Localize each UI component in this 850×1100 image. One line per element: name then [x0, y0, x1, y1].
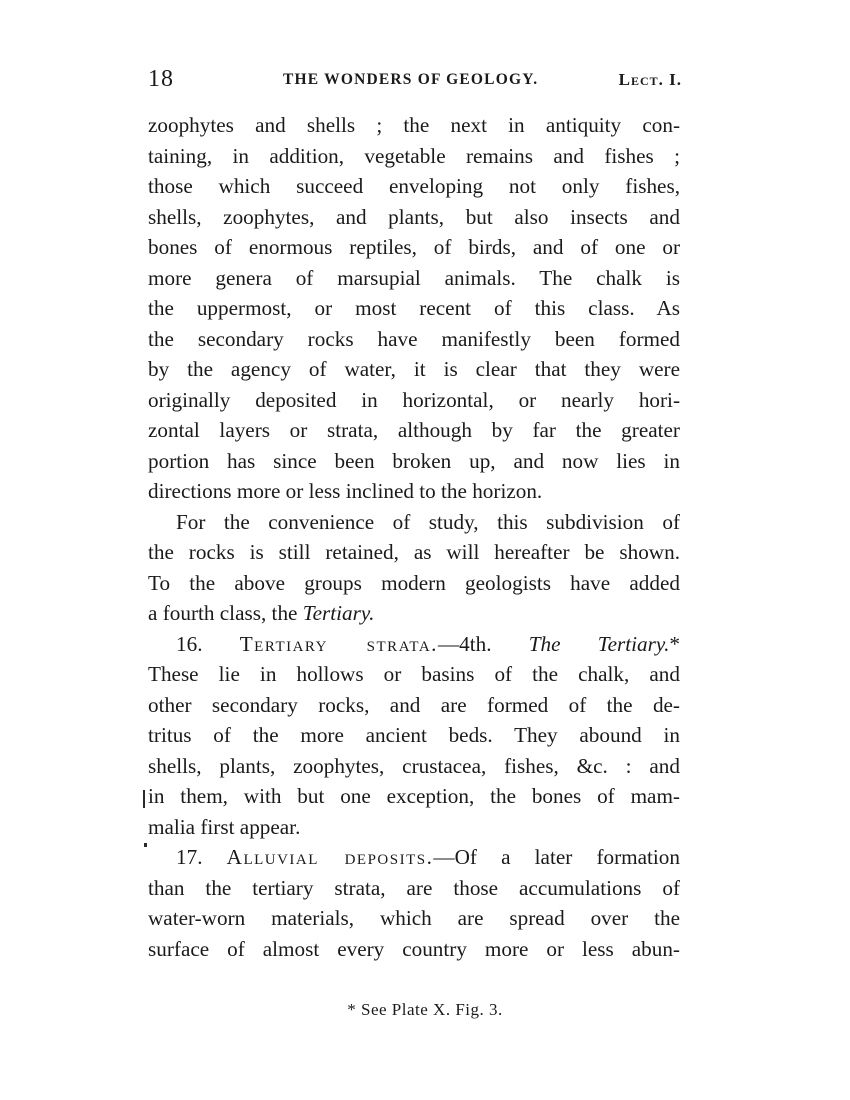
text-run: a fourth class, the [148, 601, 303, 625]
section-heading: Alluvial deposits. [226, 845, 434, 869]
text-line: These lie in hollows or basins of the chalk, and [148, 662, 680, 686]
footnote-reference: * [669, 631, 680, 656]
text-line: portion has since been broken up, and now lies in [148, 448, 680, 473]
text-line: other secondary rocks, and are formed of the de- [148, 692, 680, 717]
page-number: 18 [148, 66, 174, 92]
text-line: the secondary rocks have manifestly been formed [148, 326, 680, 351]
text-line: than the tertiary strata, are those accumulations of [148, 875, 680, 900]
text-line: zontal layers or strata, although by far the greater [148, 418, 680, 442]
text-run: —Of a later formation [433, 845, 680, 869]
text-line: shells, zoophytes, and plants, but also insects and [148, 204, 680, 229]
text-line: the uppermost, or most recent of this class. As [148, 296, 680, 320]
text-line: those which succeed enveloping not only fishes, [148, 174, 680, 198]
text-line: by the agency of water, it is clear that they were [148, 357, 680, 381]
text-line: shells, plants, zoophytes, crustacea, fishes, &c. : and [148, 753, 680, 778]
text-line: tritus of the more ancient beds. They abound in [148, 723, 680, 747]
text-line: in them, with but one exception, the bones of mam- [148, 784, 680, 808]
text-line: To the above groups modern geologists have added [148, 570, 680, 595]
text-line: bones of enormous reptiles, of birds, and of one or [148, 235, 680, 259]
italic-term: Tertiary. [302, 601, 375, 625]
text-line: more genera of marsupial animals. The chalk is [148, 265, 680, 290]
ink-speck [143, 790, 145, 808]
section-heading-line [148, 629, 680, 660]
section-heading: Tertiary strata. [239, 631, 438, 656]
section-number: 17. [176, 845, 227, 869]
footnote: * See Plate X. Fig. 3. [347, 1000, 503, 1019]
italic-title: The Tertiary. [528, 631, 670, 656]
lecture-label: Lect. I. [618, 70, 682, 89]
text-line: For the convenience of study, this subdivision of [176, 509, 680, 534]
text-line: taining, in addition, vegetable remains and fishes ; [148, 143, 680, 168]
text-run: —4th. [437, 631, 529, 656]
text-line: surface of almost every country more or less abun- [148, 936, 680, 961]
text-line: zoophytes and shells ; the next in antiquity con- [148, 113, 680, 137]
section-number: 16. [176, 631, 240, 656]
text-line: water-worn materials, which are spread over the [148, 906, 680, 930]
body-text [148, 110, 680, 964]
running-head [148, 66, 682, 96]
text-line: malia first appear. [148, 814, 301, 839]
ink-speck [144, 843, 147, 847]
section-heading-line [148, 842, 680, 873]
text-line: originally deposited in horizontal, or nearly hori- [148, 387, 680, 412]
running-title: THE WONDERS OF GEOLOGY. [283, 71, 539, 88]
text-line: the rocks is still retained, as will hereafter be shown. [148, 540, 680, 564]
text-line: directions more or less inclined to the horizon. [148, 479, 543, 503]
text-line [148, 598, 680, 629]
